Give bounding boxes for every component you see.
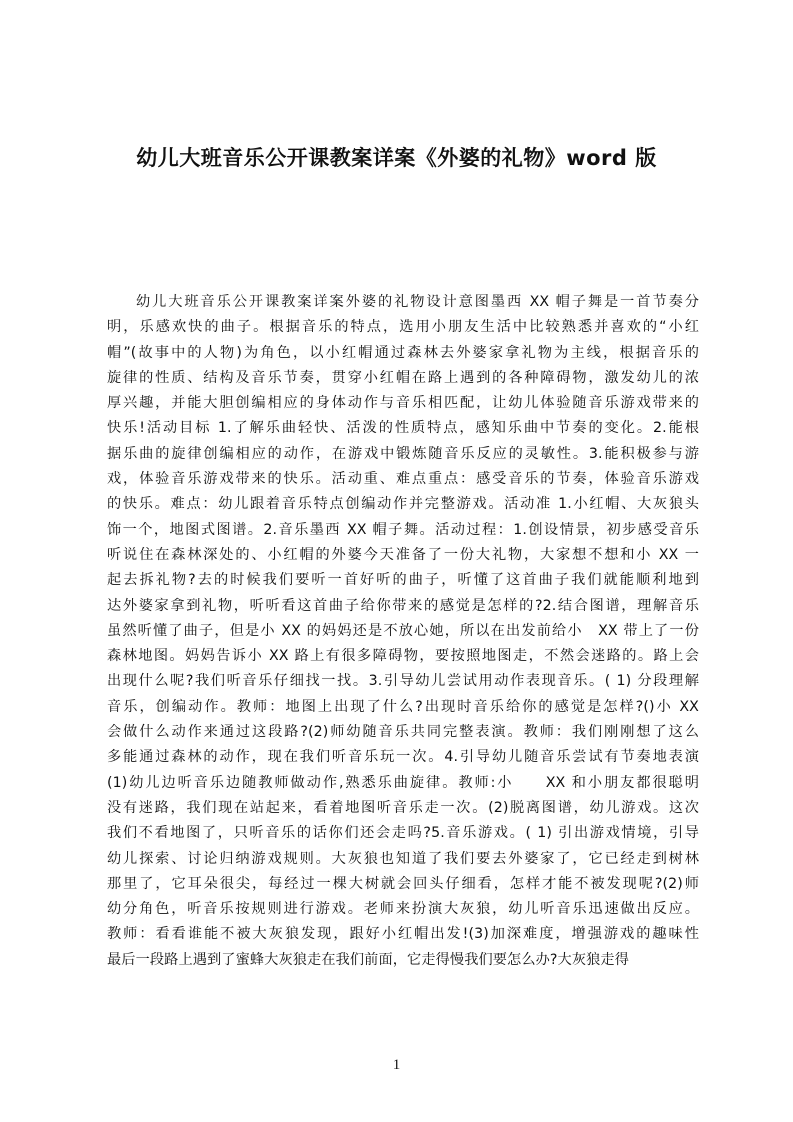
body-line: 快乐!活动目标 1.了解乐曲轻快、活泼的性质特点，感知乐曲中节奏的变化。2.能根 xyxy=(107,420,699,437)
body-line: 听说住在森林深处的、小红帽的外婆今天准备了一份大礼物，大家想不想和小 XX 一 xyxy=(107,546,699,563)
body-line: 音乐，创编动作。教师：地图上出现了什么?出现时音乐给你的感觉是怎样?()小 XX xyxy=(107,698,699,715)
body-line: 多能通过森林的动作，现在我们听音乐玩一次。4.引导幼儿随音乐尝试有节奏地表演 xyxy=(107,749,699,766)
body-line: 幼分角色，听音乐按规则进行游戏。老师来扮演大灰狼，幼儿听音乐迅速做出反应。 xyxy=(107,901,699,918)
page-number: 1 xyxy=(392,1057,401,1073)
body-line: 戏，体验音乐游戏带来的快乐。活动重、难点重点：感受音乐的节奏，体验音乐游戏 xyxy=(107,471,699,488)
body-line: 幼儿探索、讨论归纳游戏规则。大灰狼也知道了我们要去外婆家了，它已经走到树林 xyxy=(107,850,699,867)
body-line: 起去拆礼物?去的时候我们要听一首好听的曲子，听懂了这首曲子我们就能顺利地到 xyxy=(107,572,699,589)
body-line: 达外婆家拿到礼物，听听看这首曲子给你带来的感觉是怎样的?2.结合图谱，理解音乐 xyxy=(107,597,699,614)
body-line: 虽然听懂了曲子，但是小 XX 的妈妈还是不放心她，所以在出发前给小 XX 带上了一份 xyxy=(107,622,699,639)
body-line: 幼儿大班音乐公开课教案详案外婆的礼物设计意图墨西 XX 帽子舞是一首节奏分 xyxy=(136,294,699,310)
body-line: 最后一段路上遇到了蜜蜂大灰狼走在我们前面，它走得慢我们要怎么办?大灰狼走得 xyxy=(107,951,629,968)
body-line: 旋律的性质、结构及音乐节奏，贯穿小红帽在路上遇到的各种障碍物，激发幼儿的浓 xyxy=(107,369,699,386)
body-line: 会做什么动作来通过这段路?(2)师幼随音乐共同完整表演。教师：我们刚刚想了这么 xyxy=(107,724,699,741)
body-text xyxy=(107,290,699,973)
body-line: 帽”(故事中的人物)为角色，以小红帽通过森林去外婆家拿礼物为主线，根据音乐的 xyxy=(107,344,699,361)
body-line: 那里了，它耳朵很尖，每经过一棵大树就会回头仔细看，怎样才能不被发现呢?(2)师 xyxy=(107,875,699,892)
body-line: 厚兴趣，并能大胆创编相应的身体动作与音乐相匹配，让幼儿体验随音乐游戏带来的 xyxy=(107,395,699,412)
body-line: 据乐曲的旋律创编相应的动作，在游戏中锻炼随音乐反应的灵敏性。3.能积极参与游 xyxy=(107,445,699,462)
body-line: 明，乐感欢快的曲子。根据音乐的特点，选用小朋友生活中比较熟悉并喜欢的“小红 xyxy=(107,319,699,336)
body-line: 出现什么呢?我们听音乐仔细找一找。3.引导幼儿尝试用动作表现音乐。( 1) 分段理解 xyxy=(107,673,699,690)
body-line: 森林地图。妈妈告诉小 XX 路上有很多障碍物，要按照地图走，不然会迷路的。路上会 xyxy=(107,648,699,665)
body-line: (1)幼儿边听音乐边随教师做动作,熟悉乐曲旋律。教师:小 XX 和小朋友都很聪明 xyxy=(107,774,699,791)
body-line: 教师：看看谁能不被大灰狼发现，跟好小红帽出发!(3)加深难度，增强游戏的趣味性 xyxy=(107,926,699,943)
body-line: 饰一个，地图式图谱。2.音乐墨西 XX 帽子舞。活动过程：1.创设情景，初步感受音乐 xyxy=(107,521,699,538)
body-line: 没有迷路，我们现在站起来，看着地图听音乐走一次。(2)脱离图谱，幼儿游戏。这次 xyxy=(107,799,699,816)
body-line: 我们不看地图了，只听音乐的话你们还会走吗?5.音乐游戏。( 1) 引出游戏情境，引导 xyxy=(107,825,699,842)
body-line: 的快乐。难点：幼儿跟着音乐特点创编动作并完整游戏。活动准 1.小红帽、大灰狼头 xyxy=(107,496,699,513)
document-title: 幼儿大班音乐公开课教案详案《外婆的礼物》word 版 xyxy=(136,146,657,170)
